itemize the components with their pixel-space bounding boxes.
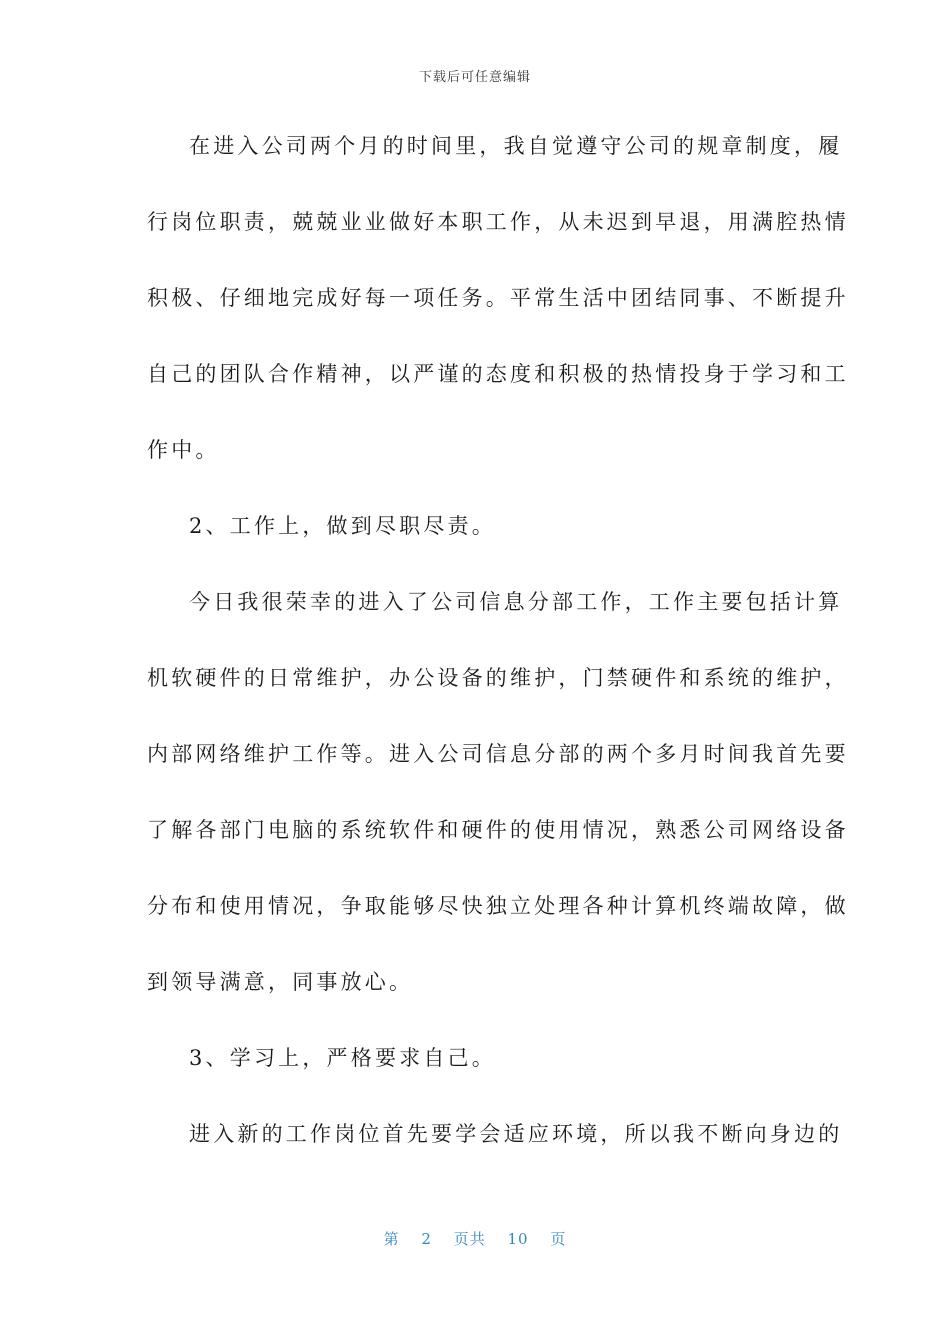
footer-page-number: 2 xyxy=(421,1230,432,1248)
text-line: 作中。 xyxy=(147,438,220,462)
text-line: 到领导满意，同事放心。 xyxy=(147,970,414,994)
page-header: 下载后可任意编辑 xyxy=(418,70,531,85)
footer-page-middle: 页共 xyxy=(453,1230,486,1248)
text-line: 在进入公司两个月的时间里，我自觉遵守公司的规章制度，履 xyxy=(189,134,843,158)
footer-page-prefix: 第 xyxy=(383,1230,400,1248)
page-footer xyxy=(0,1228,950,1249)
text-line: 进入新的工作岗位首先要学会适应环境，所以我不断向身边的 xyxy=(189,1122,843,1146)
text-line: 内部网络维护工作等。进入公司信息分部的两个多月时间我首先要 xyxy=(147,742,849,766)
section-heading-3: 3、学习上，严格要求自己。 xyxy=(189,1046,496,1070)
footer-page-suffix: 页 xyxy=(550,1230,567,1248)
text-line: 机软硬件的日常维护，办公设备的维护，门禁硬件和系统的维护， xyxy=(147,666,849,690)
text-line: 今日我很荣幸的进入了公司信息分部工作，工作主要包括计算 xyxy=(189,590,843,614)
text-line: 了解各部门电脑的系统软件和硬件的使用情况，熟悉公司网络设备 xyxy=(147,818,849,842)
text-line: 分布和使用情况，争取能够尽快独立处理各种计算机终端故障，做 xyxy=(147,894,849,918)
footer-total-pages: 10 xyxy=(507,1230,529,1248)
document-body xyxy=(147,120,849,1184)
text-line: 行岗位职责，兢兢业业做好本职工作，从未迟到早退，用满腔热情 xyxy=(147,210,849,234)
text-line: 自己的团队合作精神，以严谨的态度和积极的热情投身于学习和工 xyxy=(147,362,849,386)
text-line: 积极、仔细地完成好每一项任务。平常生活中团结同事、不断提升 xyxy=(147,286,849,310)
section-heading-2: 2、工作上，做到尽职尽责。 xyxy=(189,514,496,538)
